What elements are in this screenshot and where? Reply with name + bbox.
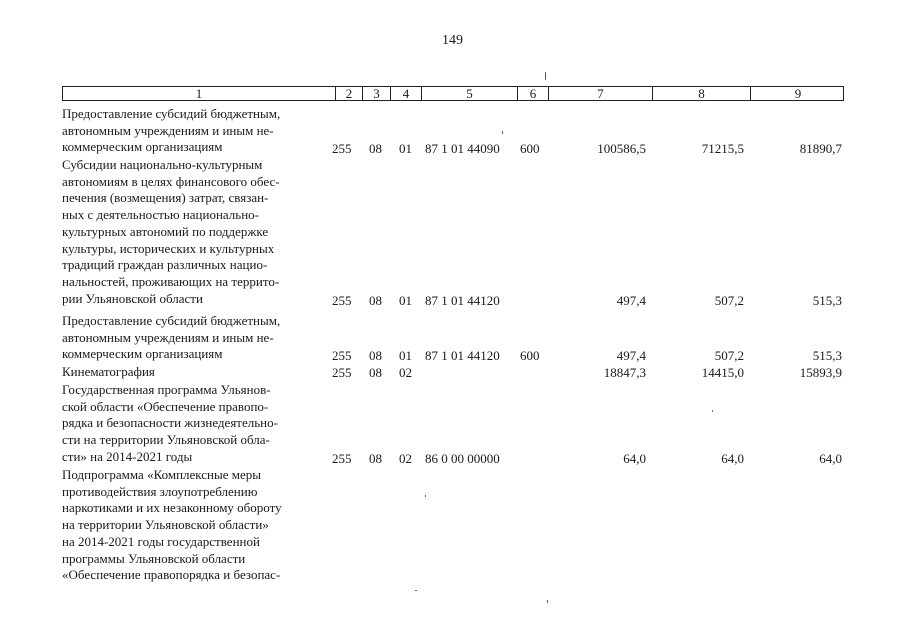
description-line: Кинематография: [62, 364, 155, 379]
description-line: нальностей, проживающих на террито-: [62, 273, 280, 289]
description-line: автономным учреждениям и иным не-: [62, 122, 274, 138]
row-description: [62, 313, 328, 363]
description-line: на 2014-2021 годы государственной: [62, 533, 260, 549]
description-line: коммерческим организациям: [62, 346, 223, 362]
description-line: ской области «Обеспечение правопо-: [62, 398, 269, 414]
header-col-8: 8: [652, 87, 750, 100]
description-line: «Обеспечение правопорядка и безопас-: [62, 567, 281, 583]
cell-amount-col9: 15893,9: [799, 365, 842, 380]
description-line: наркотиками и их незаконному обороту: [62, 500, 282, 516]
description-line: рии Ульяновской области: [62, 290, 203, 306]
cell-amount-col8: 64,0: [721, 451, 744, 466]
cell-ministry: 255: [332, 348, 352, 363]
row-description: [62, 467, 328, 584]
cell-amount-col7: 64,0: [623, 451, 646, 466]
cell-subsection: 01: [399, 141, 412, 156]
scan-mark: [545, 72, 546, 80]
description-line: Предоставление субсидий бюджетным,: [62, 106, 281, 121]
description-line: Государственная программа Ульянов-: [62, 382, 271, 397]
description-line: Предоставление субсидий бюджетным,: [62, 313, 281, 328]
cell-ministry: 255: [332, 365, 352, 380]
cell-amount-col7: 100586,5: [597, 141, 646, 156]
header-col-4: 4: [390, 87, 421, 100]
cell-ministry: 255: [332, 293, 352, 308]
description-line: программы Ульяновской области: [62, 550, 246, 566]
description-line: традиций граждан различных нацио-: [62, 257, 268, 273]
cell-amount-col7: 497,4: [616, 348, 646, 363]
scan-mark: [712, 410, 713, 412]
row-description: [62, 106, 328, 156]
cell-section: 08: [369, 365, 382, 380]
description-line: ных с деятельностью национально-: [62, 207, 259, 223]
page-number: 149: [442, 33, 463, 48]
description-line: автономным учреждениям и иным не-: [62, 329, 274, 345]
header-col-1: 1: [195, 86, 203, 101]
cell-subsection: 02: [399, 451, 412, 466]
description-line: сти» на 2014-2021 годы: [62, 448, 193, 464]
scan-mark: [425, 495, 426, 497]
cell-amount-col7: 18847,3: [603, 365, 646, 380]
cell-target-article: 87 1 01 44120: [425, 348, 500, 363]
cell-section: 08: [369, 451, 382, 466]
row-description: [62, 364, 328, 381]
cell-expense-type: 600: [520, 141, 540, 156]
header-col-3: 3: [362, 87, 390, 100]
cell-target-article: 87 1 01 44090: [425, 141, 500, 156]
cell-section: 08: [369, 348, 382, 363]
description-line: противодействия злоупотреблению: [62, 483, 258, 499]
description-line: рядка и безопасности жизнедеятельно-: [62, 415, 278, 431]
scan-mark: [415, 590, 417, 591]
cell-amount-col7: 497,4: [616, 293, 646, 308]
cell-subsection: 01: [399, 348, 412, 363]
header-col-7: 7: [548, 87, 652, 100]
cell-amount-col8: 507,2: [714, 348, 744, 363]
cell-amount-col8: 507,2: [714, 293, 744, 308]
header-col-9: 9: [750, 87, 845, 100]
description-line: культуры, исторических и культурных: [62, 240, 275, 256]
cell-amount-col8: 14415,0: [701, 365, 744, 380]
header-col-2: 2: [335, 87, 362, 100]
header-col-6: 6: [517, 87, 548, 100]
cell-expense-type: 600: [520, 348, 540, 363]
cell-amount-col9: 515,3: [812, 293, 842, 308]
cell-ministry: 255: [332, 451, 352, 466]
cell-target-article: 87 1 01 44120: [425, 293, 500, 308]
scan-mark: [547, 600, 548, 603]
description-line: автономиям в целях финансового обес-: [62, 173, 280, 189]
cell-subsection: 02: [399, 365, 412, 380]
description-line: на территории Ульяновской области»: [62, 517, 269, 533]
row-description: [62, 157, 328, 307]
cell-ministry: 255: [332, 141, 352, 156]
description-line: Подпрограмма «Комплексные меры: [62, 467, 261, 482]
description-line: сти на территории Ульяновской обла-: [62, 432, 270, 448]
cell-amount-col8: 71215,5: [701, 141, 744, 156]
description-line: Субсидии национально-культурным: [62, 157, 263, 172]
cell-amount-col9: 515,3: [812, 348, 842, 363]
cell-amount-col9: 64,0: [819, 451, 842, 466]
description-line: культурных автономий по поддержке: [62, 223, 269, 239]
cell-amount-col9: 81890,7: [799, 141, 842, 156]
row-description: [62, 382, 328, 466]
description-line: коммерческим организациям: [62, 139, 223, 155]
description-line: печения (возмещения) затрат, связан-: [62, 190, 269, 206]
cell-section: 08: [369, 141, 382, 156]
scan-mark: [502, 131, 503, 134]
header-col-5: 5: [421, 87, 517, 100]
cell-target-article: 86 0 00 00000: [425, 451, 500, 466]
table-header: [62, 86, 844, 101]
cell-subsection: 01: [399, 293, 412, 308]
cell-section: 08: [369, 293, 382, 308]
